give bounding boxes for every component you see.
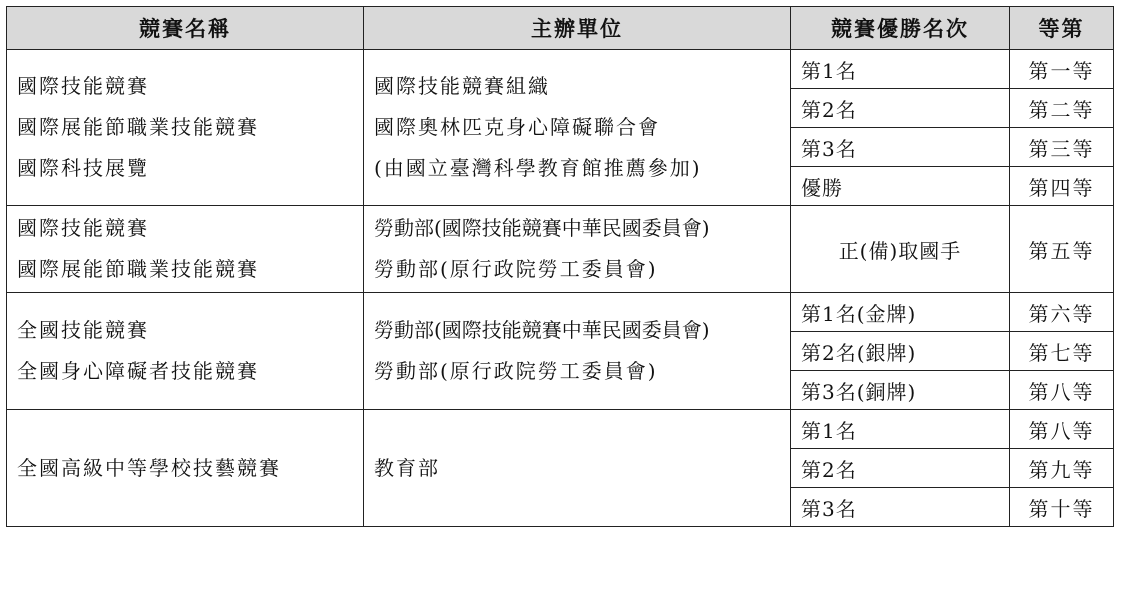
organizer-name: 勞動部(原行政院勞工委員會) xyxy=(374,257,658,281)
competition-names-cell xyxy=(7,410,364,527)
rank-place: 第2名 xyxy=(791,89,1010,128)
rank-grade: 第五等 xyxy=(1010,206,1114,293)
organizer-name: 教育部 xyxy=(374,455,440,480)
rank-place: 第1名(金牌) xyxy=(791,293,1010,332)
rank-place: 第1名 xyxy=(791,410,1010,449)
rank-grade: 第九等 xyxy=(1010,449,1114,488)
rank-grade: 第七等 xyxy=(1010,332,1114,371)
organizers-cell xyxy=(364,206,791,293)
organizer-name: 國際奧林匹克身心障礙聯合會 xyxy=(374,115,660,139)
header-competition-name: 競賽名稱 xyxy=(7,7,364,50)
rank-grade: 第十等 xyxy=(1010,488,1114,527)
organizer-name: 勞動部(原行政院勞工委員會) xyxy=(374,359,658,383)
rank-place: 第1名 xyxy=(791,50,1010,89)
competition-name: 全國身心障礙者技能競賽 xyxy=(17,359,259,383)
competition-name: 國際科技展覽 xyxy=(17,156,149,180)
rank-grade: 第一等 xyxy=(1010,50,1114,89)
header-winning-place: 競賽優勝名次 xyxy=(791,7,1010,50)
table-row xyxy=(7,206,1114,293)
organizers-cell xyxy=(364,50,791,206)
document-page xyxy=(6,6,1114,527)
rank-grade: 第二等 xyxy=(1010,89,1114,128)
competition-name: 全國技能競賽 xyxy=(17,318,149,342)
rank-place: 正(備)取國手 xyxy=(791,206,1010,293)
rank-place: 優勝 xyxy=(791,167,1010,206)
table-row xyxy=(7,410,1114,449)
rank-place: 第2名(銀牌) xyxy=(791,332,1010,371)
competition-name: 全國高級中等學校技藝競賽 xyxy=(17,455,281,480)
rank-grade: 第八等 xyxy=(1010,410,1114,449)
rank-place: 第3名 xyxy=(791,128,1010,167)
competition-name: 國際展能節職業技能競賽 xyxy=(17,115,259,139)
rank-grade: 第八等 xyxy=(1010,371,1114,410)
header-row xyxy=(7,7,1114,50)
organizer-name: (由國立臺灣科學教育館推薦參加) xyxy=(374,156,702,180)
rank-grade: 第六等 xyxy=(1010,293,1114,332)
table-row xyxy=(7,50,1114,89)
header-organizer: 主辦單位 xyxy=(364,7,791,50)
competition-names-cell xyxy=(7,50,364,206)
table-row xyxy=(7,293,1114,332)
organizer-name: 國際技能競賽組織 xyxy=(374,74,550,98)
rank-grade: 第四等 xyxy=(1010,167,1114,206)
competition-grade-table xyxy=(6,6,1114,527)
competition-names-cell xyxy=(7,206,364,293)
competition-name: 國際展能節職業技能競賽 xyxy=(17,257,259,281)
rank-place: 第3名 xyxy=(791,488,1010,527)
organizers-cell xyxy=(364,410,791,527)
competition-name: 國際技能競賽 xyxy=(17,216,149,240)
rank-place: 第2名 xyxy=(791,449,1010,488)
rank-grade: 第三等 xyxy=(1010,128,1114,167)
rank-place: 第3名(銅牌) xyxy=(791,371,1010,410)
competition-names-cell xyxy=(7,293,364,410)
header-grade: 等第 xyxy=(1010,7,1114,50)
organizer-name: 勞動部(國際技能競賽中華民國委員會) xyxy=(374,216,710,240)
organizer-name: 勞動部(國際技能競賽中華民國委員會) xyxy=(374,318,710,342)
competition-name: 國際技能競賽 xyxy=(17,74,149,98)
organizers-cell xyxy=(364,293,791,410)
